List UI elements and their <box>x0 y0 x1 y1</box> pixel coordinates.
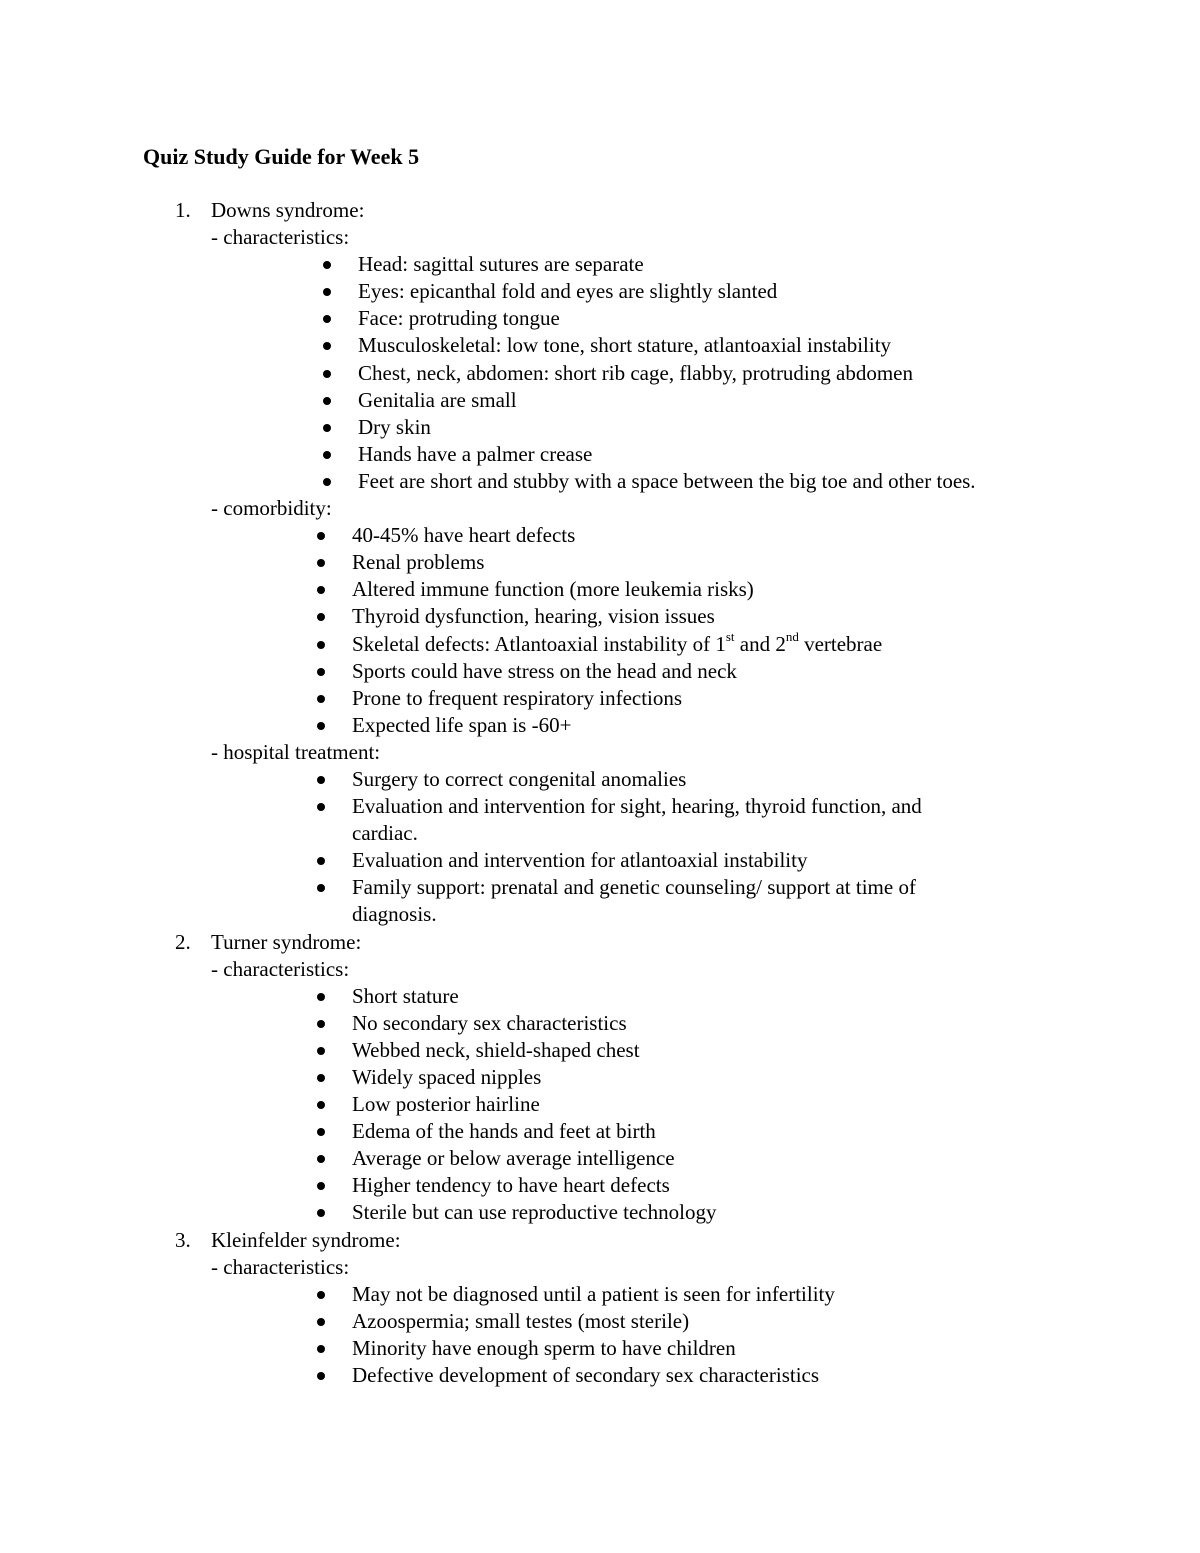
list-item-continuation <box>0 901 1200 928</box>
list-item-text: Surgery to correct congenital anomalies <box>352 766 687 791</box>
study-guide-content <box>0 197 1200 1389</box>
list-item <box>0 441 1200 468</box>
list-item <box>0 1064 1200 1091</box>
bullet-icon <box>317 1291 325 1299</box>
section-title: Kleinfelder syndrome: <box>211 1227 401 1252</box>
bullet-icon <box>317 1209 325 1217</box>
list-item <box>0 628 1200 658</box>
list-item <box>0 414 1200 441</box>
list-item <box>0 278 1200 305</box>
list-item-text: Prone to frequent respiratory infections <box>352 685 683 710</box>
bullet-icon <box>317 1372 325 1380</box>
list-item-continuation <box>0 820 1200 847</box>
list-item <box>0 1010 1200 1037</box>
bullet-icon <box>323 451 331 459</box>
list-item-text: Webbed neck, shield-shaped chest <box>352 1037 640 1062</box>
bullet-icon <box>317 1101 325 1109</box>
list-item <box>0 685 1200 712</box>
bullet-icon <box>317 993 325 1001</box>
bullet-icon <box>323 261 331 269</box>
bullet-icon <box>317 1047 325 1055</box>
list-item <box>0 1281 1200 1308</box>
list-item <box>0 766 1200 793</box>
subsection-label <box>0 495 1200 522</box>
list-item-text: Thyroid dysfunction, hearing, vision issues <box>352 604 715 629</box>
list-item-text: Widely spaced nipples <box>352 1065 542 1089</box>
bullet-icon <box>317 857 325 865</box>
bullet-icon <box>323 288 331 296</box>
list-item-text: Face: protruding tongue <box>358 306 560 331</box>
ordinal-suffix: st <box>725 628 735 644</box>
bullet-icon <box>323 478 331 486</box>
list-item-text: Musculoskeletal: low tone, short stature, atlantoaxial instability <box>358 333 892 358</box>
list-item-text: No secondary sex characteristics <box>352 1010 627 1035</box>
list-item-text: Sports could have stress on the head and neck <box>352 658 737 683</box>
subsection-label <box>0 956 1200 983</box>
bullet-icon <box>317 695 325 703</box>
list-item <box>0 387 1200 414</box>
bullet-icon <box>323 397 331 405</box>
list-item-text: cardiac. <box>352 821 418 846</box>
list-item-text: Genitalia are small <box>358 387 517 412</box>
list-item-text: Evaluation and intervention for atlantoaxial instability <box>352 848 808 873</box>
list-item <box>0 1308 1200 1335</box>
list-item <box>0 603 1200 630</box>
list-item-text: Feet are short and stubby with a space between the big toe and other toes. <box>358 468 976 493</box>
bullet-icon <box>317 1318 325 1326</box>
bullet-icon <box>317 884 325 892</box>
list-item <box>0 793 1200 820</box>
subsection-label <box>0 739 1200 766</box>
list-item <box>0 983 1200 1010</box>
list-item <box>0 874 1200 901</box>
section-number: 3. <box>175 1227 191 1252</box>
list-item <box>0 1362 1200 1389</box>
bullet-icon <box>317 586 325 594</box>
page-title: Quiz Study Guide for Week 5 <box>143 144 420 169</box>
list-item-text: Defective development of secondary sex characteristics <box>352 1363 820 1388</box>
section-heading <box>0 1227 1200 1254</box>
bullet-icon <box>323 424 331 432</box>
list-item <box>0 549 1200 576</box>
list-item <box>0 360 1200 387</box>
list-item <box>0 305 1200 332</box>
subsection-label-text: - characteristics: <box>211 956 350 981</box>
list-item <box>0 251 1200 278</box>
list-item-text: Sterile but can use reproductive technology <box>352 1200 717 1225</box>
subsection-label-text: - characteristics: <box>211 1254 350 1279</box>
ordinal-suffix: nd <box>785 628 799 644</box>
list-item-text: Head: sagittal sutures are separate <box>358 252 644 277</box>
list-item-text-skeletal <box>352 628 883 658</box>
list-item-text: Minority have enough sperm to have children <box>352 1335 736 1360</box>
bullet-icon <box>317 532 325 540</box>
list-item <box>0 847 1200 874</box>
list-item <box>0 1199 1200 1226</box>
bullet-icon <box>317 668 325 676</box>
subsection-label <box>0 224 1200 251</box>
list-item-text: Expected life span is -60+ <box>352 712 572 737</box>
list-item-text: Short stature <box>352 983 459 1008</box>
subsection-label-text: - characteristics: <box>211 225 350 250</box>
bullet-icon <box>317 641 325 649</box>
list-item <box>0 1091 1200 1118</box>
section-heading <box>0 197 1200 224</box>
list-item <box>0 468 1200 495</box>
bullet-icon <box>323 315 331 323</box>
skeletal-text-part: Skeletal defects: Atlantoaxial instability of 1 <box>352 631 726 656</box>
subsection-label-text: - hospital treatment: <box>211 739 381 764</box>
bullet-icon <box>317 1182 325 1190</box>
list-item-text: Eyes: epicanthal fold and eyes are slightly slanted <box>358 279 778 304</box>
list-item <box>0 1335 1200 1362</box>
bullet-icon <box>317 613 325 621</box>
section-title: Downs syndrome: <box>211 198 365 222</box>
list-item-text: Average or below average intelligence <box>352 1146 675 1171</box>
list-item-text: May not be diagnosed until a patient is seen for infertility <box>352 1281 835 1306</box>
list-item-text: Edema of the hands and feet at birth <box>352 1119 656 1144</box>
skeletal-text-part: vertebrae <box>798 631 883 656</box>
bullet-icon <box>317 559 325 567</box>
bullet-icon <box>317 1155 325 1163</box>
list-item-text: Altered immune function (more leukemia risks) <box>352 577 754 602</box>
bullet-icon <box>317 722 325 730</box>
list-item-text: Low posterior hairline <box>352 1092 540 1117</box>
bullet-icon <box>317 776 325 784</box>
section-heading <box>0 929 1200 956</box>
bullet-icon <box>317 803 325 811</box>
list-item-text: Family support: prenatal and genetic counseling/ support at time of <box>352 875 916 900</box>
list-item <box>0 522 1200 549</box>
list-item <box>0 712 1200 739</box>
list-item-text: Evaluation and intervention for sight, hearing, thyroid function, and <box>352 794 922 819</box>
subsection-label-text: - comorbidity: <box>211 496 332 521</box>
list-item-text: Chest, neck, abdomen: short rib cage, flabby, protruding abdomen <box>358 360 913 385</box>
list-item <box>0 658 1200 685</box>
subsection-label <box>0 1254 1200 1281</box>
section-number: 2. <box>175 929 191 954</box>
section-number: 1. <box>175 198 191 222</box>
bullet-icon <box>317 1345 325 1353</box>
bullet-icon <box>317 1128 325 1136</box>
list-item <box>0 1118 1200 1145</box>
list-item-text: Higher tendency to have heart defects <box>352 1173 670 1198</box>
list-item <box>0 576 1200 603</box>
list-item <box>0 1037 1200 1064</box>
list-item-text: diagnosis. <box>352 902 437 927</box>
bullet-icon <box>323 370 331 378</box>
bullet-icon <box>317 1020 325 1028</box>
skeletal-text-part: and 2 <box>734 631 786 656</box>
list-item-text: Renal problems <box>352 550 485 575</box>
list-item <box>0 332 1200 359</box>
list-item <box>0 1172 1200 1199</box>
list-item-text: Hands have a palmer crease <box>358 441 593 466</box>
bullet-icon <box>323 342 331 350</box>
list-item-text: Dry skin <box>358 414 431 439</box>
list-item-text: 40-45% have heart defects <box>352 523 576 548</box>
list-item <box>0 1145 1200 1172</box>
list-item-text: Azoospermia; small testes (most sterile) <box>352 1308 690 1333</box>
bullet-icon <box>317 1074 325 1082</box>
section-title: Turner syndrome: <box>211 929 362 954</box>
